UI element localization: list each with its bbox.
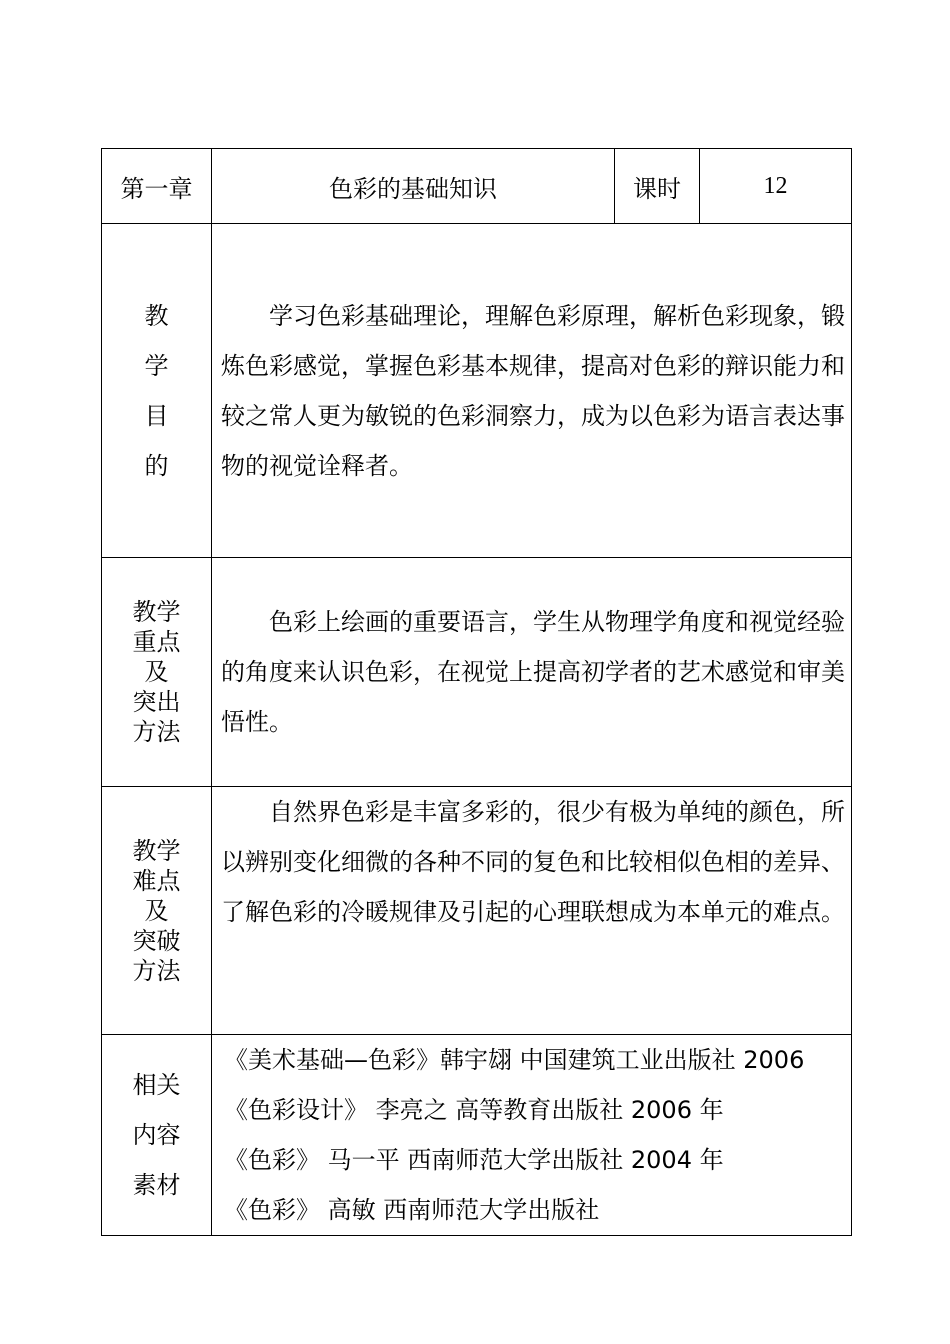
difficulties-text: 自然界色彩是丰富多彩的，很少有极为单纯的颜色，所以辨别变化细微的各种不同的复色和比较相似色相的差异、了解色彩的冷暖规律及引起的心理联想成为本单元的难点。 (221, 798, 845, 926)
difficulties-row (102, 787, 852, 1035)
key-points-label-line: 重点 (132, 628, 181, 656)
chapter-cell: 第一章 (102, 149, 212, 224)
objectives-text: 学习色彩基础理论，理解色彩原理，解析色彩现象，锻炼色彩感觉，掌握色彩基本规律，提高对色彩的辩识能力和较之常人更为敏锐的色彩洞察力，成为以色彩为语言表达事物的视觉诠释者。 (221, 301, 845, 480)
key-points-label-line: 突出 (132, 688, 181, 716)
objectives-label-char: 目 (144, 401, 169, 430)
hours-value: 12 (700, 149, 852, 224)
key-points-label (102, 558, 212, 787)
difficulties-label-line: 及 (144, 896, 169, 925)
difficulties-content (212, 787, 852, 1035)
header-row (102, 149, 852, 224)
objectives-label (102, 224, 212, 558)
reference-item: 《色彩》 马一平 西南师范大学出版社 2004 年 (224, 1146, 724, 1174)
references-content (212, 1035, 852, 1236)
objectives-row (102, 224, 852, 558)
difficulties-label-line: 教学 (132, 836, 181, 865)
objectives-label-char: 学 (144, 351, 169, 380)
difficulties-label (102, 787, 212, 1035)
references-label-line: 相关 (132, 1071, 181, 1099)
objectives-label-char: 的 (144, 451, 169, 480)
key-points-content (212, 558, 852, 787)
hours-label: 课时 (615, 149, 700, 224)
objectives-label-char: 教 (144, 301, 169, 330)
key-points-label-line: 方法 (132, 718, 181, 746)
key-points-row (102, 558, 852, 787)
reference-item: 《色彩》 高敏 西南师范大学出版社 (224, 1196, 600, 1224)
key-points-label-line: 教学 (132, 598, 181, 626)
reference-item: 《色彩设计》 李亮之 高等教育出版社 2006 年 (224, 1096, 724, 1124)
chapter-title: 色彩的基础知识 (212, 149, 615, 224)
objectives-content (212, 224, 852, 558)
references-row (102, 1035, 852, 1236)
key-points-label-line: 及 (144, 658, 169, 686)
references-label-line: 素材 (132, 1171, 181, 1199)
key-points-text: 色彩上绘画的重要语言，学生从物理学角度和视觉经验的角度来认识色彩，在视觉上提高初学者的艺术感觉和审美悟性。 (221, 608, 845, 736)
references-label-line: 内容 (132, 1121, 181, 1149)
lesson-plan-table (101, 148, 852, 1236)
difficulties-label-line: 难点 (132, 866, 181, 895)
references-label (102, 1035, 212, 1236)
difficulties-label-line: 突破 (132, 926, 181, 955)
difficulties-label-line: 方法 (132, 956, 181, 985)
reference-item: 《美术基础—色彩》韩宇翃 中国建筑工业出版社 2006 (224, 1046, 805, 1074)
